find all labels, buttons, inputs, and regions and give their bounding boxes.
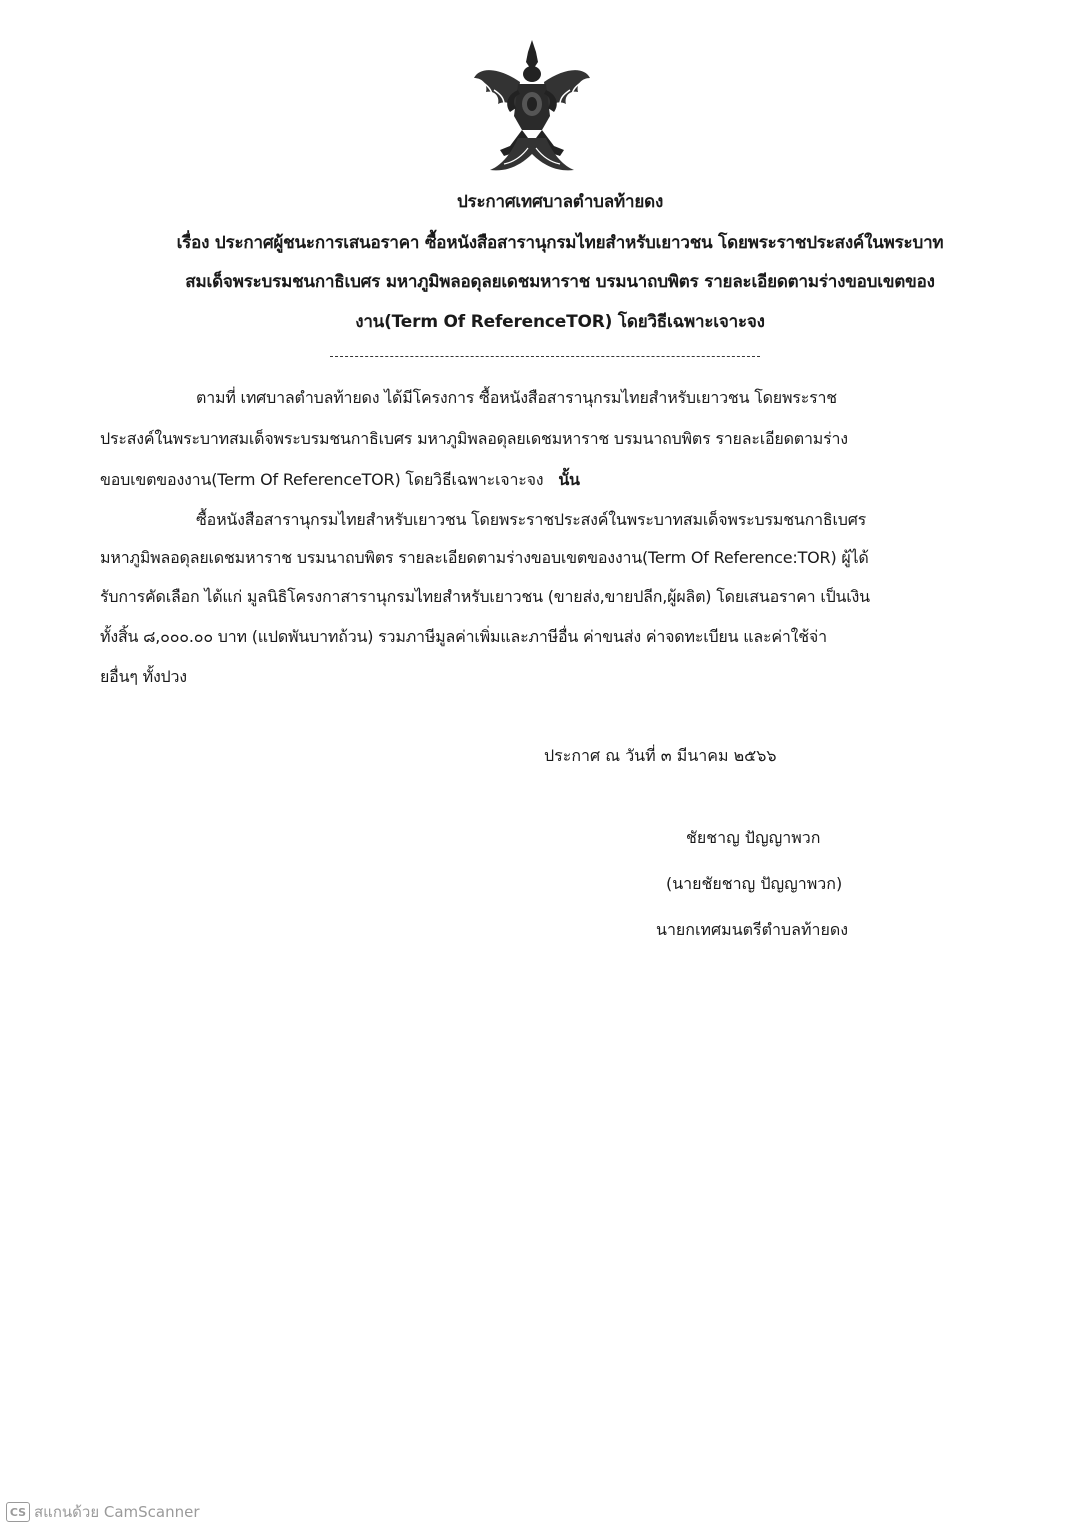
subject-line-1: เรื่อง ประกาศผู้ชนะการเสนอราคา ซื้อหนังสือสารานุกรมไทยสำหรับเยาวชน โดยพระราชประสงค์ในพระบาท	[176, 233, 944, 253]
para2-line3: รับการคัดเลือก ได้แก่ มูลนิธิโครงกาสารานุกรมไทยสำหรับเยาวชน (ขายส่ง,ขายปลีก,ผู้ผลิต) โดยเสนอราคา เป็นเงิน	[100, 587, 870, 606]
garuda-emblem-icon	[470, 38, 594, 178]
subject-line-2: สมเด็จพระบรมชนกาธิเบศร มหาภูมิพลอดุลยเดชมหาราช บรมนาถบพิตร รายละเอียดตามร่างขอบเขตของ	[185, 272, 935, 292]
signed-name: ชัยชาญ ปัญญาพวก	[686, 828, 821, 847]
announcement-title: ประกาศเทศบาลตำบลท้ายดง	[456, 192, 664, 212]
para1-line2: ประสงค์ในพระบาทสมเด็จพระบรมชนกาธิเบศร มหาภูมิพลอดุลยเดชมหาราช บรมนาถบพิตร รายละเอียดตามร่าง	[100, 429, 848, 448]
printed-name: (นายชัยชาญ ปัญญาพวก)	[666, 874, 843, 893]
announcement-date: ประกาศ ณ วันที่ ๓ มีนาคม ๒๕๖๖	[544, 746, 777, 765]
camscanner-watermark	[6, 1500, 200, 1524]
para1-line3-text: ขอบเขตของงาน(Term Of ReferenceTOR) โดยวิธีเฉพาะเจาะจง	[100, 470, 544, 489]
signer-position: นายกเทศมนตรีตำบลท้ายดง	[656, 920, 849, 939]
para2-line2: มหาภูมิพลอดุลยเดชมหาราช บรมนาถบพิตร รายละเอียดตามร่างขอบเขตของงาน(Term Of Reference:TOR) ผู้ได้	[100, 548, 869, 567]
para2-line5: ยอื่นๆ ทั้งปวง	[100, 667, 187, 686]
subject-line-3: งาน(Term Of ReferenceTOR) โดยวิธีเฉพาะเจาะจง	[355, 312, 765, 332]
camscanner-logo-icon: CS	[6, 1502, 30, 1522]
para2-line1: ซื้อหนังสือสารานุกรมไทยสำหรับเยาวชน โดยพระราชประสงค์ในพระบาทสมเด็จพระบรมชนกาธิเบศร	[196, 510, 867, 529]
para2-line4: ทั้งสิ้น ๘,๐๐๐.๐๐ บาท (แปดพันบาทถ้วน) รวมภาษีมูลค่าเพิ่มและภาษีอื่น ค่าขนส่ง ค่าจดทะเบียน และค่าใช้จ่า	[100, 627, 827, 646]
para1-line3	[100, 468, 580, 493]
para1-line3-end: นั้น	[558, 470, 580, 489]
para1-line1: ตามที่ เทศบาลตำบลท้ายดง ได้มีโครงการ ซื้อหนังสือสารานุกรมไทยสำหรับเยาวชน โดยพระราช	[196, 388, 837, 407]
divider-line	[330, 356, 760, 357]
camscanner-text: สแกนด้วย CamScanner	[34, 1503, 200, 1521]
